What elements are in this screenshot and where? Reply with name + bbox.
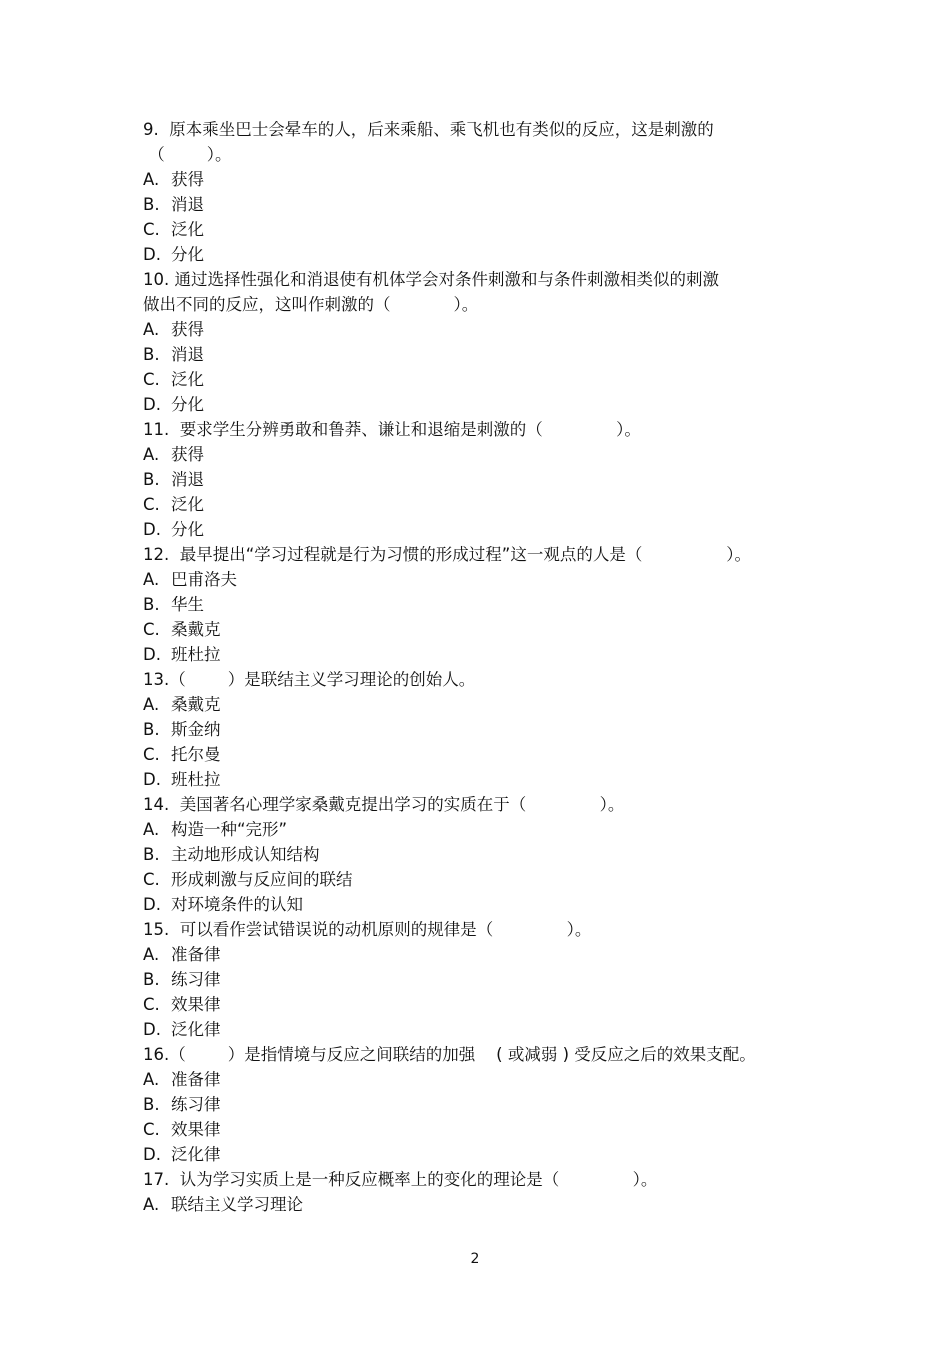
option-letter: C.: [143, 495, 160, 514]
answer-option: [143, 1142, 823, 1167]
answer-option: [143, 467, 823, 492]
option-letter: D.: [143, 895, 161, 914]
option-text: 获得: [171, 445, 204, 464]
option-letter: B.: [143, 970, 160, 989]
answer-option: [143, 1192, 823, 1217]
option-letter: B.: [143, 195, 160, 214]
answer-option: [143, 567, 823, 592]
option-text: 消退: [171, 345, 204, 364]
question-stem-line: 12. 最早提出“学习过程就是行为习惯的形成过程”这一观点的人是（ ）。: [143, 545, 751, 564]
answer-option: [143, 967, 823, 992]
answer-option: [143, 942, 823, 967]
question-stem-line: 做出不同的反应，这叫作刺激的（ ）。: [143, 295, 479, 314]
answer-option: [143, 1017, 823, 1042]
answer-option: [143, 767, 823, 792]
option-text: 主动地形成认知结构: [171, 845, 320, 864]
option-letter: D.: [143, 395, 161, 414]
answer-option: [143, 642, 823, 667]
question-stem-line: 11. 要求学生分辨勇敢和鲁莽、谦让和退缩是刺激的（ ）。: [143, 420, 641, 439]
option-letter: A.: [143, 445, 160, 464]
option-text: 巴甫洛夫: [171, 570, 237, 589]
option-text: 泛化: [171, 370, 204, 389]
option-letter: D.: [143, 1020, 161, 1039]
option-letter: B.: [143, 845, 160, 864]
option-text: 效果律: [171, 1120, 221, 1139]
option-text: 构造一种“完形”: [171, 820, 288, 839]
question-list: [143, 117, 823, 1217]
option-text: 分化: [171, 245, 204, 264]
answer-option: [143, 1067, 823, 1092]
option-letter: C.: [143, 745, 160, 764]
option-text: 泛化律: [171, 1020, 221, 1039]
option-text: 消退: [171, 470, 204, 489]
option-letter: A.: [143, 695, 160, 714]
question-stem-line: 13.（ ）是联结主义学习理论的创始人。: [143, 670, 476, 689]
page-number: 2: [470, 1251, 480, 1267]
answer-option: [143, 592, 823, 617]
option-text: 消退: [171, 195, 204, 214]
option-text: 分化: [171, 395, 204, 414]
answer-option: [143, 342, 823, 367]
option-letter: A.: [143, 320, 160, 339]
question-block: [143, 542, 823, 667]
question-block: [143, 1042, 823, 1167]
answer-option: [143, 442, 823, 467]
option-text: 练习律: [171, 970, 221, 989]
option-text: 获得: [171, 320, 204, 339]
option-text: 效果律: [171, 995, 221, 1014]
option-letter: C.: [143, 995, 160, 1014]
option-letter: C.: [143, 620, 160, 639]
option-text: 练习律: [171, 1095, 221, 1114]
question-stem-line: 15. 可以看作尝试错误说的动机原则的规律是（ ）。: [143, 920, 592, 939]
answer-option: [143, 317, 823, 342]
option-letter: D.: [143, 645, 161, 664]
answer-option: [143, 892, 823, 917]
question-block: [143, 417, 823, 542]
option-text: 泛化律: [171, 1145, 221, 1164]
option-text: 华生: [171, 595, 204, 614]
option-letter: A.: [143, 1070, 160, 1089]
option-letter: A.: [143, 1195, 160, 1214]
option-text: 班杜拉: [171, 645, 221, 664]
answer-option: [143, 692, 823, 717]
answer-option: [143, 617, 823, 642]
question-block: [143, 1167, 823, 1217]
answer-option: [143, 1092, 823, 1117]
option-letter: B.: [143, 595, 160, 614]
answer-option: [143, 717, 823, 742]
option-text: 分化: [171, 520, 204, 539]
option-text: 获得: [171, 170, 204, 189]
option-text: 对环境条件的认知: [171, 895, 303, 914]
answer-option: [143, 367, 823, 392]
option-text: 桑戴克: [171, 620, 221, 639]
question-stem-line: 9. 原本乘坐巴士会晕车的人，后来乘船、乘飞机也有类似的反应，这是刺激的: [143, 120, 714, 139]
option-letter: A.: [143, 170, 160, 189]
option-text: 泛化: [171, 220, 204, 239]
option-letter: D.: [143, 1145, 161, 1164]
option-text: 形成刺激与反应间的联结: [171, 870, 353, 889]
option-text: 泛化: [171, 495, 204, 514]
option-text: 准备律: [171, 1070, 221, 1089]
answer-option: [143, 867, 823, 892]
option-letter: C.: [143, 1120, 160, 1139]
question-block: [143, 267, 823, 417]
question-stem-line: 10. 通过选择性强化和消退使有机体学会对条件刺激和与条件刺激相类似的刺激: [143, 270, 719, 289]
answer-option: [143, 492, 823, 517]
option-text: 桑戴克: [171, 695, 221, 714]
question-block: [143, 792, 823, 917]
option-letter: B.: [143, 1095, 160, 1114]
question-stem-line: 16.（ ）是指情境与反应之间联结的加强 ( 或减弱 ) 受反应之后的效果支配。: [143, 1045, 756, 1064]
option-letter: C.: [143, 870, 160, 889]
option-text: 斯金纳: [171, 720, 221, 739]
answer-option: [143, 192, 823, 217]
question-stem-line: 14. 美国著名心理学家桑戴克提出学习的实质在于（ ）。: [143, 795, 625, 814]
question-block: [143, 917, 823, 1042]
option-letter: A.: [143, 570, 160, 589]
answer-option: [143, 517, 823, 542]
answer-option: [143, 1117, 823, 1142]
question-block: [143, 667, 823, 792]
answer-option: [143, 742, 823, 767]
option-text: 班杜拉: [171, 770, 221, 789]
option-letter: D.: [143, 770, 161, 789]
option-letter: B.: [143, 470, 160, 489]
option-text: 联结主义学习理论: [171, 1195, 303, 1214]
answer-option: [143, 817, 823, 842]
question-stem-line: （ ）。: [143, 145, 232, 164]
option-letter: B.: [143, 345, 160, 364]
question-stem-line: 17. 认为学习实质上是一种反应概率上的变化的理论是（ ）。: [143, 1170, 658, 1189]
option-letter: A.: [143, 820, 160, 839]
answer-option: [143, 242, 823, 267]
answer-option: [143, 992, 823, 1017]
option-text: 托尔曼: [171, 745, 221, 764]
option-letter: B.: [143, 720, 160, 739]
question-block: [143, 117, 823, 267]
answer-option: [143, 167, 823, 192]
answer-option: [143, 392, 823, 417]
answer-option: [143, 217, 823, 242]
option-letter: D.: [143, 520, 161, 539]
option-letter: C.: [143, 220, 160, 239]
answer-option: [143, 842, 823, 867]
option-letter: D.: [143, 245, 161, 264]
option-letter: A.: [143, 945, 160, 964]
option-text: 准备律: [171, 945, 221, 964]
option-letter: C.: [143, 370, 160, 389]
